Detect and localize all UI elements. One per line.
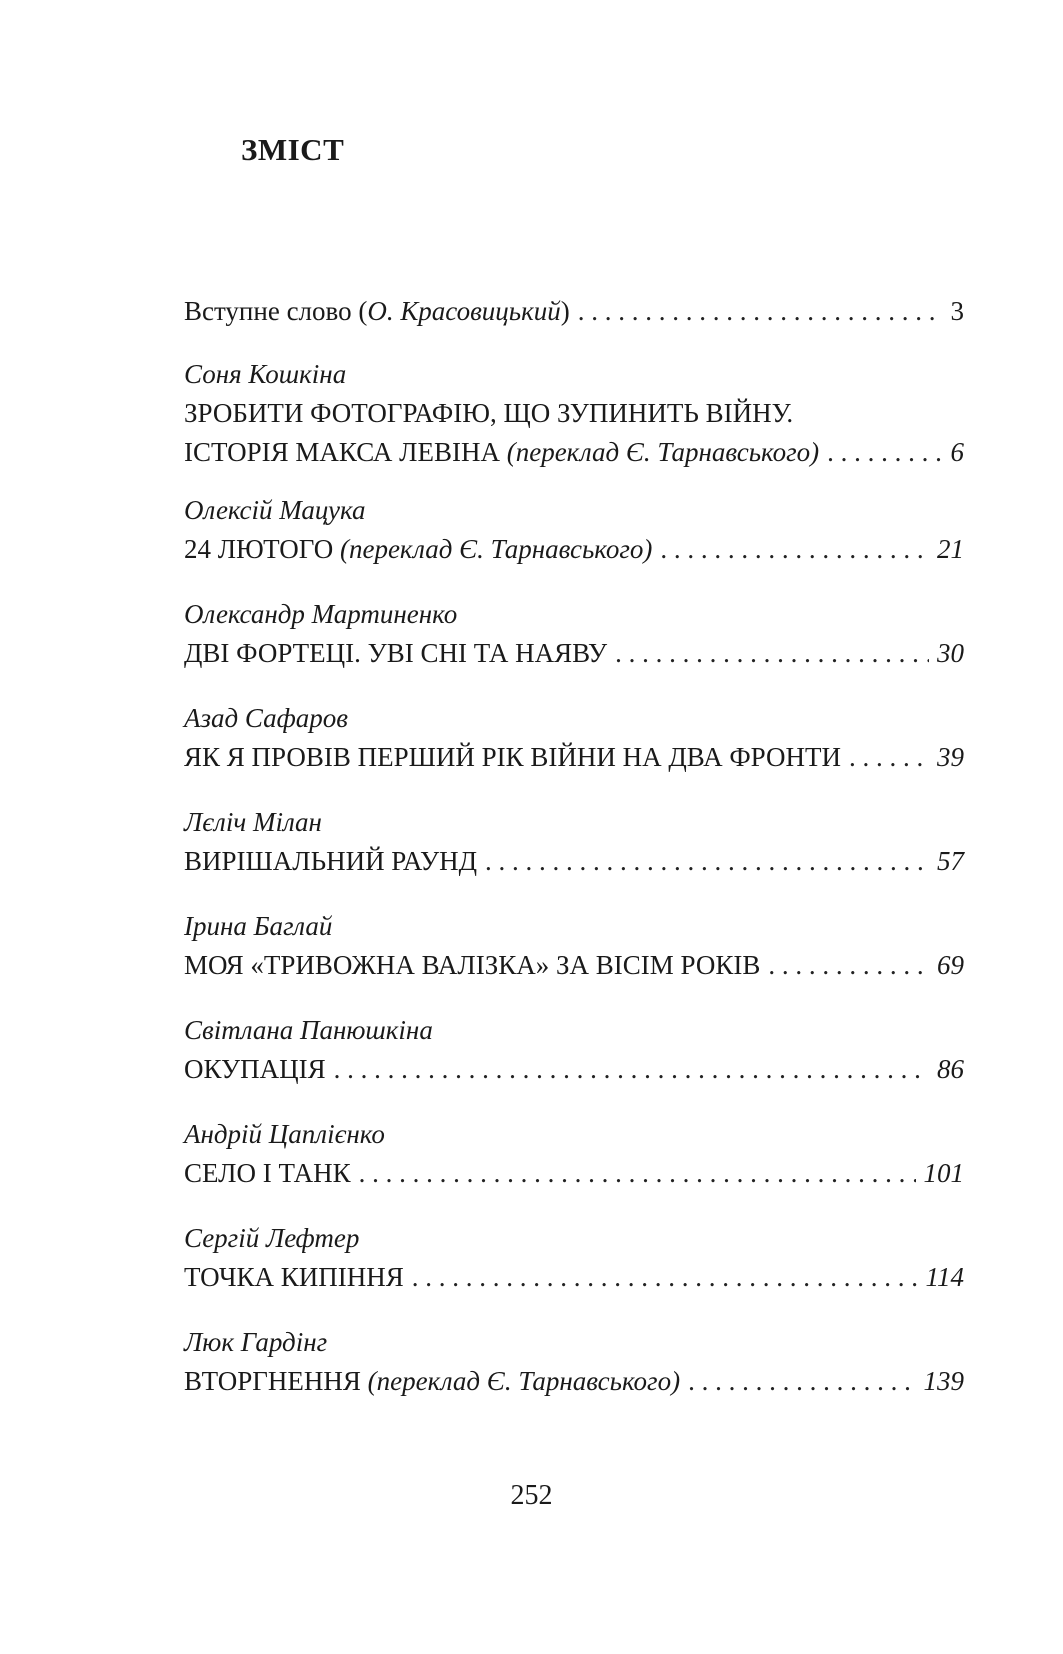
toc-page-number: 6 (950, 437, 964, 467)
toc-page-number: 86 (937, 1054, 964, 1084)
toc-entry (184, 495, 964, 573)
toc-entry (184, 1015, 964, 1093)
toc-line (184, 534, 964, 573)
toc-line (184, 638, 964, 677)
toc-entry (184, 359, 964, 476)
toc-line (184, 1366, 964, 1405)
toc-title: ТОЧКА КИПІННЯ (184, 1262, 404, 1292)
toc-author: Ірина Баглай (184, 911, 333, 941)
toc-author: Сергій Лефтер (184, 1223, 360, 1253)
toc-title: ВТОРГНЕННЯ (переклад Є. Тарнавського) (184, 1366, 681, 1396)
toc-author: Андрій Цаплієнко (184, 1119, 385, 1149)
toc-page-number: 21 (937, 534, 964, 564)
toc-page-number: 39 (937, 742, 964, 772)
toc-page-number: 69 (937, 950, 964, 980)
leader-dots (485, 846, 929, 877)
page-number-footer: 252 (510, 1480, 553, 1511)
toc-entry (184, 911, 964, 989)
toc-page-number: 3 (950, 296, 964, 326)
leader-dots (615, 638, 929, 669)
toc-page-number: 114 (925, 1262, 964, 1292)
toc-author: Олександр Мартиненко (184, 599, 458, 629)
leader-dots (688, 1366, 915, 1397)
leader-dots (827, 437, 942, 468)
toc-line (184, 1262, 964, 1301)
toc-entry (184, 599, 964, 677)
toc-translator-note: (переклад Є. Тарнавського) (367, 1366, 681, 1396)
toc-title: ОКУПАЦІЯ (184, 1054, 326, 1084)
leader-dots (359, 1158, 916, 1189)
leader-dots (412, 1262, 918, 1293)
toc-page-number: 57 (937, 846, 964, 876)
toc-author: Соня Кошкіна (184, 359, 347, 389)
toc-author: Світлана Панюшкіна (184, 1015, 433, 1045)
toc-title: МОЯ «ТРИВОЖНА ВАЛІЗКА» ЗА ВІСІМ РОКІВ (184, 950, 761, 980)
toc-line (184, 437, 964, 476)
toc-line (184, 1054, 964, 1093)
toc-entry (184, 1119, 964, 1197)
leader-dots (849, 742, 929, 773)
page-title: ЗМІСТ (241, 132, 345, 167)
leader-dots (660, 534, 929, 565)
toc-title: ВИРІШАЛЬНИЙ РАУНД (184, 846, 478, 876)
toc-author: Лєліч Мілан (184, 807, 322, 837)
leader-dots (578, 296, 943, 327)
toc-line (184, 1158, 964, 1197)
toc-entry (184, 1223, 964, 1301)
toc-title: ЯК Я ПРОВІВ ПЕРШИЙ РІК ВІЙНИ НА ДВА ФРОНТИ (184, 742, 842, 772)
toc-title: СЕЛО І ТАНК (184, 1158, 351, 1188)
toc-title: ДВІ ФОРТЕЦІ. УВІ СНІ ТА НАЯВУ (184, 638, 608, 668)
toc-line (184, 296, 964, 335)
toc-title: 24 ЛЮТОГО (переклад Є. Тарнавського) (184, 534, 653, 564)
toc-page-number: 101 (923, 1158, 964, 1188)
toc-line (184, 742, 964, 781)
toc-translator-note: (переклад Є. Тарнавського) (506, 437, 820, 467)
toc-entry (184, 1327, 964, 1405)
leader-dots (334, 1054, 929, 1085)
leader-dots (768, 950, 929, 981)
toc-author: Азад Сафаров (184, 703, 349, 733)
toc-title: ІСТОРІЯ МАКСА ЛЕВІНА (переклад Є. Тарнавського) (184, 437, 820, 467)
toc-author: Люк Гардінг (184, 1327, 328, 1357)
toc-page-number: 139 (923, 1366, 964, 1396)
toc-editor: О. Красовицький (367, 296, 561, 326)
toc-entry-intro (184, 296, 964, 335)
toc-line (184, 846, 964, 885)
toc-translator-note: (переклад Є. Тарнавського) (339, 534, 653, 564)
toc-author: Олексій Мацука (184, 495, 366, 525)
toc-title: Вступне слово (О. Красовицький) (184, 296, 570, 326)
table-of-contents (184, 296, 964, 1405)
toc-title-line1: ЗРОБИТИ ФОТОГРАФІЮ, ЩО ЗУПИНИТЬ ВІЙНУ. (184, 398, 794, 428)
toc-entry (184, 807, 964, 885)
toc-page-number: 30 (937, 638, 964, 668)
toc-line (184, 950, 964, 989)
toc-entry (184, 703, 964, 781)
